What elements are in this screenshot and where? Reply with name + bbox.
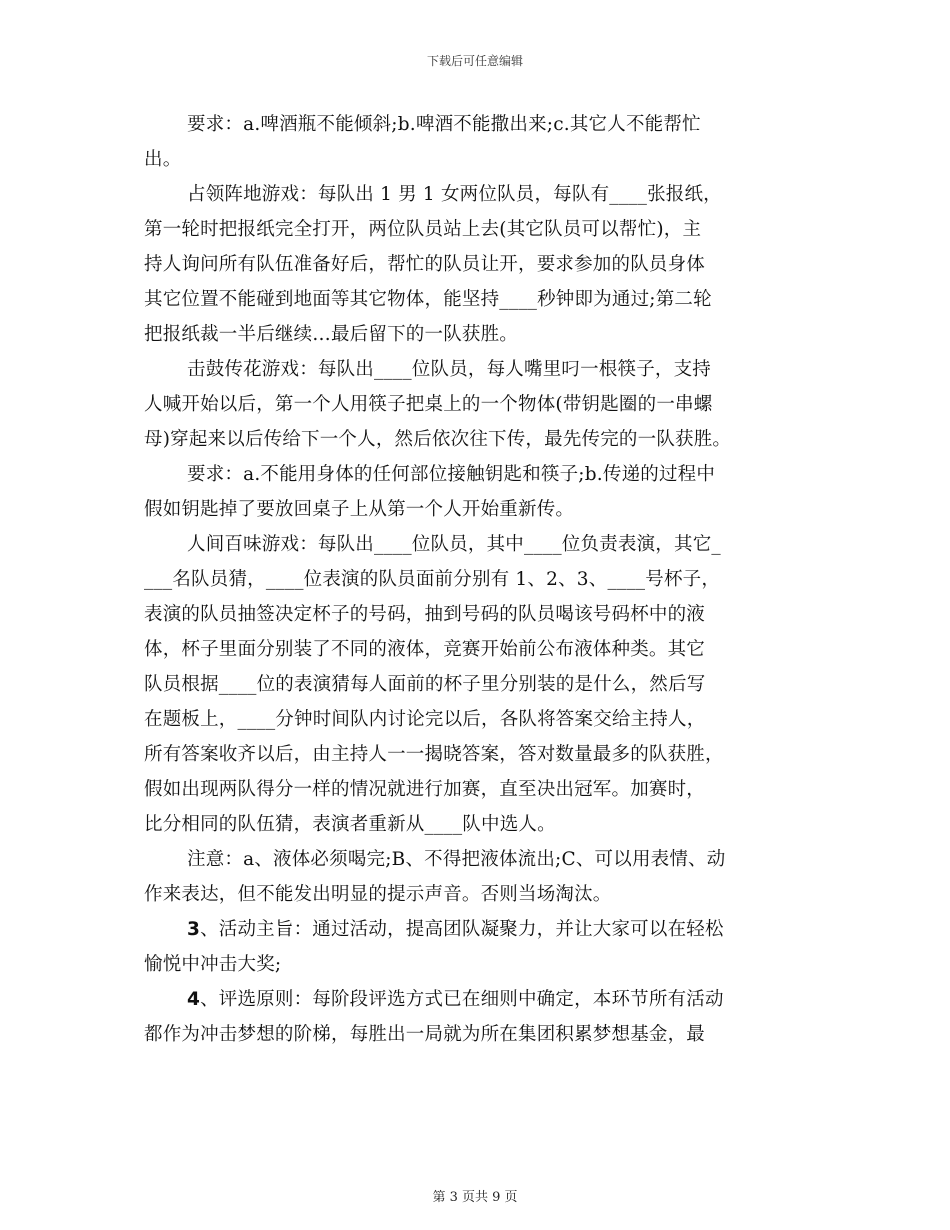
paragraph-line: 持人询问所有队伍准备好后，帮忙的队员让开，要求参加的队员身体 <box>144 254 706 275</box>
paragraph-line: 假如出现两队得分一样的情况就进行加赛，直至决出冠军。加赛时， <box>144 779 706 800</box>
paragraph-line: 都作为冲击梦想的阶梯，每胜出一局就为所在集团积累梦想基金，最 <box>144 1024 706 1045</box>
paragraph-line: 第一轮时把报纸完全打开，两位队员站上去(其它队员可以帮忙)，主 <box>144 219 702 240</box>
paragraph-line: 作来表达，但不能发出明显的提示声音。否则当场淘汰。 <box>144 884 612 905</box>
paragraph-line: 队员根据____位的表演猜每人面前的杯子里分别装的是什么，然后写 <box>144 674 706 695</box>
paragraph-line: 注意：a、液体必须喝完;B、不得把液体流出;C、可以用表情、动 <box>187 849 726 870</box>
paragraph-line: 所有答案收齐以后，由主持人一一揭晓答案，答对数量最多的队获胜， <box>144 744 724 765</box>
section-text: 、活动主旨：通过活动，提高团队凝聚力，并让大家可以在轻松 <box>200 919 724 940</box>
paragraph-line: 击鼓传花游戏：每队出____位队员，每人嘴里叼一根筷子，支持 <box>187 359 712 380</box>
paragraph-line: 假如钥匙掉了要放回桌子上从第一个人开始重新传。 <box>144 499 575 520</box>
paragraph-line: 其它位置不能碰到地面等其它物体，能坚持____秒钟即为通过;第二轮 <box>144 289 712 310</box>
paragraph-line: 在题板上，____分钟时间队内讨论完以后，各队将答案交给主持人， <box>144 709 706 730</box>
paragraph-line: 人喊开始以后，第一个人用筷子把桌上的一个物体(带钥匙圈的一串螺 <box>144 394 713 415</box>
document-body <box>144 112 824 1048</box>
paragraph-line: 出。 <box>144 149 182 170</box>
paragraph-line: 要求：a.啤酒瓶不能倾斜;b.啤酒不能撒出来;c.其它人不能帮忙 <box>187 114 701 135</box>
section-number: 4 <box>187 989 201 1010</box>
section-heading-line <box>144 987 824 1013</box>
paragraph-line: 愉悦中冲击大奖; <box>144 954 282 975</box>
paragraph-line: 体，杯子里面分别装了不同的液体，竞赛开始前公布液体种类。其它 <box>144 639 706 660</box>
paragraph-line: 表演的队员抽签决定杯子的号码，抽到号码的队员喝该号码杯中的液 <box>144 604 706 625</box>
paragraph-line: 占领阵地游戏：每队出 1 男 1 女两位队员，每队有____张报纸， <box>187 184 722 205</box>
paragraph-line: 比分相同的队伍猜，表演者重新从____队中选人。 <box>144 814 556 835</box>
paragraph-line: 母)穿起来以后传给下一个人，然后依次往下传，最先传完的一队获胜。 <box>144 429 732 450</box>
paragraph-line: 把报纸裁一半后继续…最后留下的一队获胜。 <box>144 324 519 345</box>
paragraph-line: ___名队员猜，____位表演的队员面前分别有 1、2、3、____号杯子， <box>144 569 721 590</box>
section-text: 、评选原则：每阶段评选方式已在细则中确定，本环节所有活动 <box>200 989 724 1010</box>
section-number: 3 <box>187 919 201 940</box>
page-footer: 第 3 页共 9 页 <box>432 1190 518 1205</box>
section-heading-line <box>144 917 824 943</box>
page-header: 下载后可任意编辑 <box>426 54 523 68</box>
paragraph-line: 人间百味游戏：每队出____位队员，其中____位负责表演，其它_ <box>187 534 721 555</box>
paragraph-line: 要求：a.不能用身体的任何部位接触钥匙和筷子;b.传递的过程中 <box>187 464 716 485</box>
